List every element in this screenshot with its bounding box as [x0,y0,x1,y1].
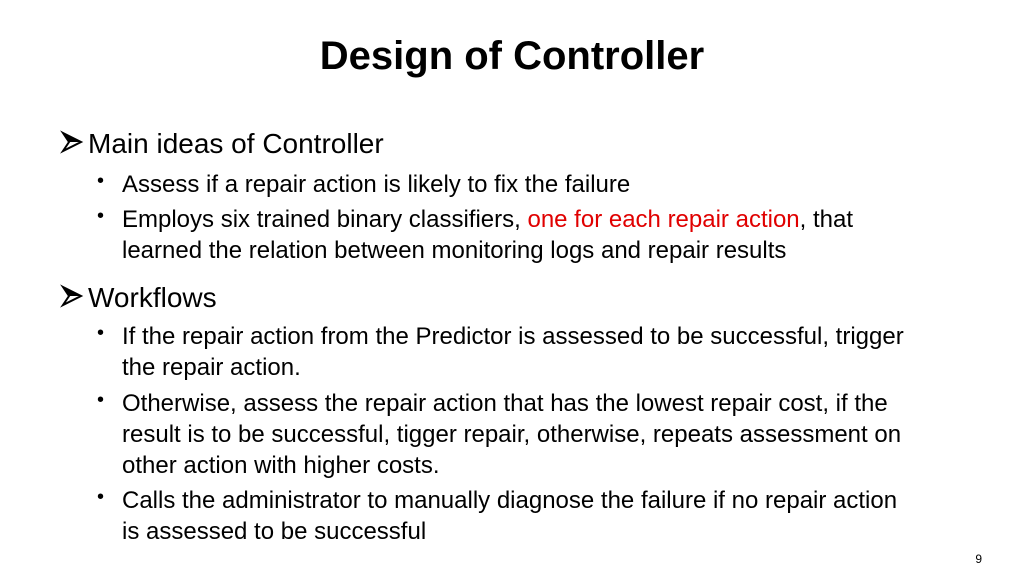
bullet-item [97,169,917,200]
bullet-text: Calls the administrator to manually diagnose the failure if no repair action is assessed to be successful [122,487,898,545]
section-heading-text: Workflows [88,282,217,313]
slide-title: Design of Controller [319,34,705,78]
bullet-dot-icon: • [97,322,105,344]
bullet-item [97,204,917,266]
bullet-dot-icon: • [97,205,105,227]
arrowhead-bullet-icon [60,284,84,308]
bullet-text-after: , that learned the relation between monitoring logs and repair results [122,206,854,264]
bullet-text: If the repair action from the Predictor is assessed to be successful, trigger the repair action. [122,323,904,381]
bullet-item [97,485,917,547]
bullet-text-highlight: one for each repair action [527,206,800,233]
bullet-text: Assess if a repair action is likely to fix the failure [122,171,631,198]
bullet-text-before: Employs six trained binary classifiers, [122,206,528,233]
bullet-item [97,388,917,481]
bullet-item [97,321,917,383]
page-number: 9 [975,552,982,566]
bullet-dot-icon: • [97,486,105,508]
bullet-dot-icon: • [97,389,105,411]
bullet-text [122,204,917,266]
bullet-text: Otherwise, assess the repair action that has the lowest repair cost, if the result is to be successful, tigger repair, otherwise, repeats assessment on other action with higher costs. [122,390,902,479]
bullet-dot-icon: • [97,170,105,192]
arrowhead-bullet-icon [60,130,84,154]
section-heading-text: Main ideas of Controller [88,128,384,159]
